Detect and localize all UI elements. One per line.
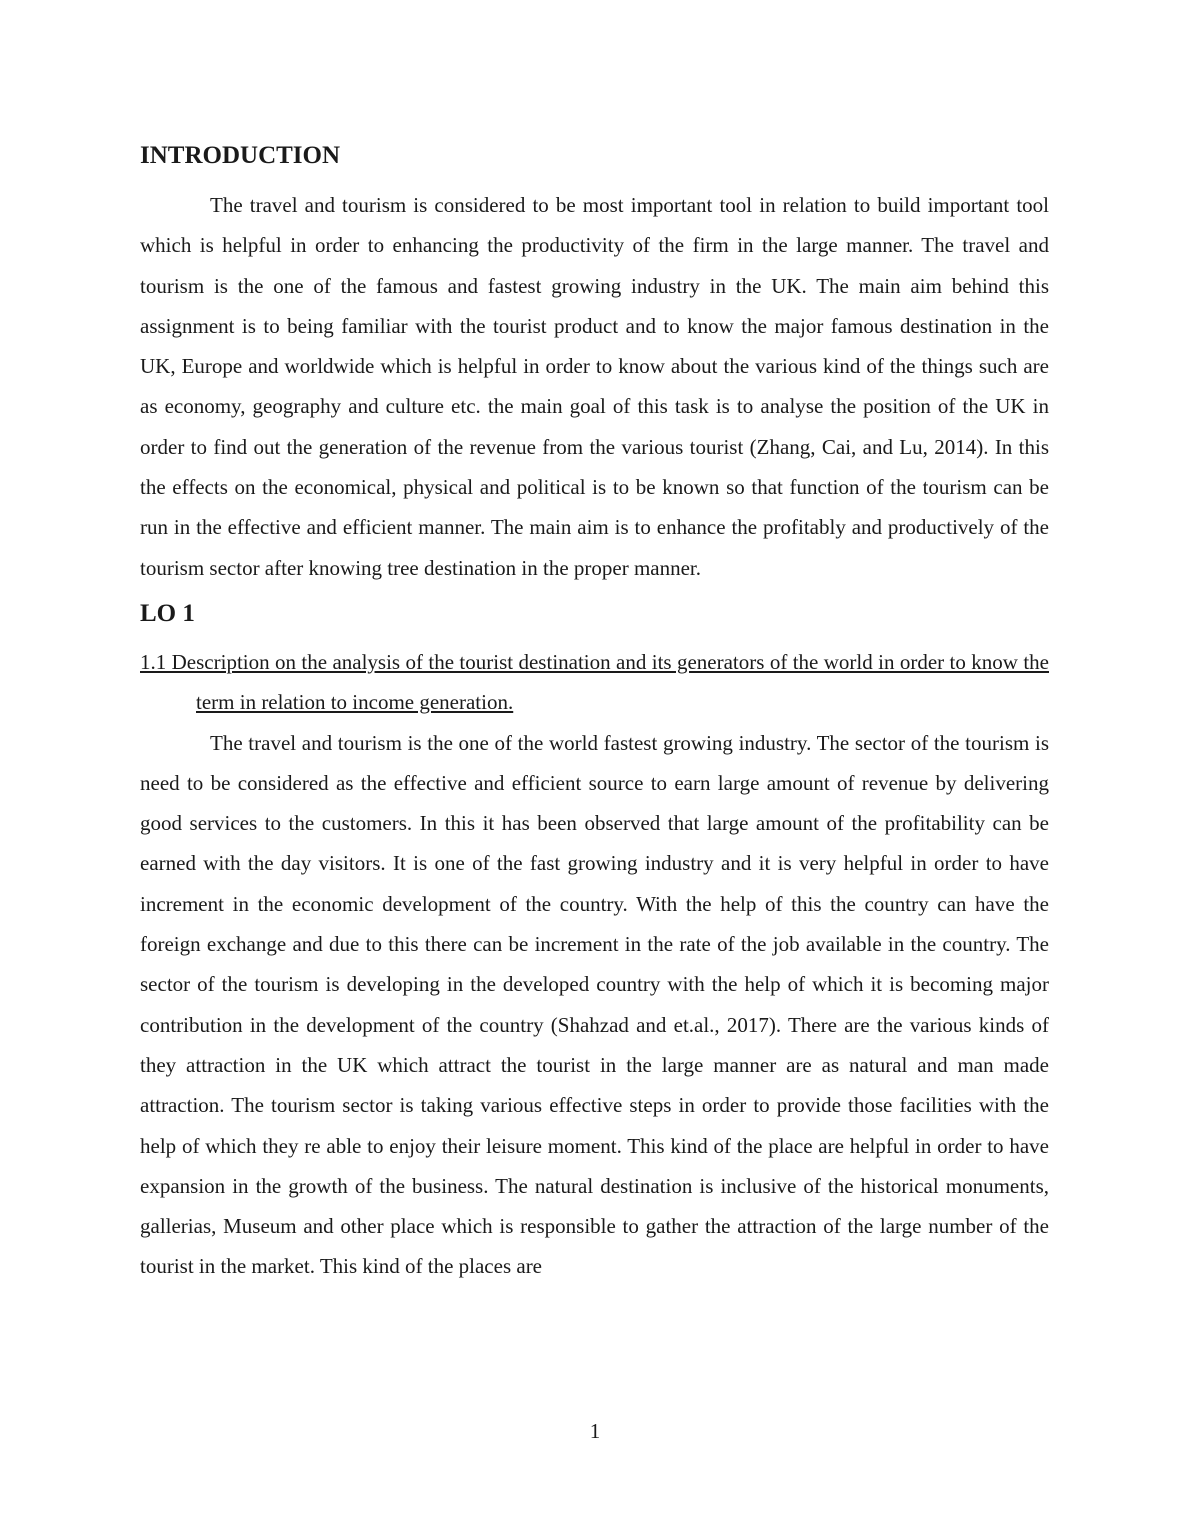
heading-introduction: INTRODUCTION <box>140 142 341 169</box>
subheading-1-1: 1.1 Description on the analysis of the tourist destination and its generators of the world in order to know the term in relation to income generation. <box>140 649 1049 715</box>
page-content <box>140 140 1049 1287</box>
lo1-paragraph: The travel and tourism is the one of the world fastest growing industry. The sector of the tourism is need to be considered as the effective and efficient source to earn large amount of revenue by delivering good services to the customers. In this it has been observed that large amount of the profitability can be earned with the day visitors. It is one of the fast growing industry and it is very helpful in order to have increment in the economic development of the country. With the help of this the country can have the foreign exchange and due to this there can be increment in the rate of the job available in the country. The sector of the tourism is developing in the developed country with the help of which it is becoming major contribution in the development of the country (Shahzad and et.al., 2017). There are the various kinds of they attraction in the UK which attract the tourist in the large manner are as natural and man made attraction. The tourism sector is taking various effective steps in order to provide those facilities with the help of which they re able to enjoy their leisure moment. This kind of the place are helpful in order to have expansion in the growth of the business. The natural destination is inclusive of the historical monuments, gallerias, Museum and other place which is responsible to gather the attraction of the large number of the tourist in the market. This kind of the places are <box>140 730 1049 1279</box>
intro-paragraph: The travel and tourism is considered to be most important tool in relation to build important tool which is helpful in order to enhancing the productivity of the firm in the large manner. The travel and tourism is the one of the famous and fastest growing industry in the UK. The main aim behind this assignment is to being familiar with the tourist product and to know the major famous destination in the UK, Europe and worldwide which is helpful in order to know about the various kind of the things such are as economy, geography and culture etc. the main goal of this task is to analyse the position of the UK in order to find out the generation of the revenue from the various tourist (Zhang, Cai, and Lu, 2014). In this the effects on the economical, physical and political is to be known so that function of the tourism can be run in the effective and efficient manner. The main aim is to enhance the profitably and productively of the tourism sector after knowing tree destination in the proper manner. <box>140 193 1049 580</box>
page-number: 1 <box>589 1419 601 1443</box>
heading-lo1: LO 1 <box>140 599 195 627</box>
